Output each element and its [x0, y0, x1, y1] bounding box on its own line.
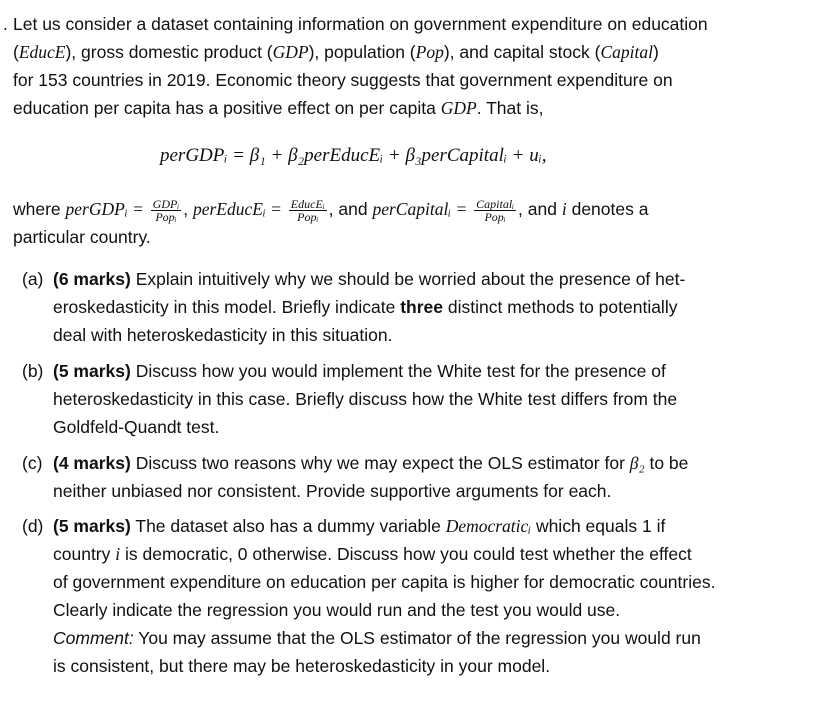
denominator: Popᵢ [484, 209, 506, 224]
text: The dataset also has a dummy variable [130, 516, 446, 536]
numerator: GDPᵢ [152, 196, 180, 211]
question-c-line-1 [53, 449, 688, 477]
text: denotes a [566, 199, 649, 219]
question-b-line-3: Goldfeld-Quandt test. [53, 417, 220, 437]
text: distinct methods to potentially [443, 297, 678, 317]
var-democratic: Democraticᵢ [445, 516, 532, 536]
intro-line-1: Let us consider a dataset containing information on government expenditure on education [13, 14, 708, 34]
question-d-line-3: of government expenditure on education per capita is higher for democratic countries. [53, 572, 716, 592]
var-pop: Pop [415, 42, 444, 62]
fraction-gdp-pop [151, 198, 182, 223]
question-a-line-1 [53, 265, 685, 293]
text: ), population ( [308, 42, 416, 62]
regression-equation: perGDPᵢ = β₁ + β₂perEducEᵢ + β₃perCapitalᵢ + uᵢ, [160, 145, 547, 166]
where-line-2: particular country. [13, 227, 151, 247]
text: , and [328, 199, 373, 219]
fraction-educe-pop [289, 198, 327, 223]
denominator: Popᵢ [297, 209, 319, 224]
question-d-line-4: Clearly indicate the regression you would run and the test you would use. [53, 600, 621, 620]
text: Discuss two reasons why we may expect the OLS estimator for [130, 453, 630, 473]
marks: (4 marks) [53, 453, 131, 473]
text: to be [644, 453, 689, 473]
text: which equals 1 if [531, 516, 666, 536]
text: Discuss how you would implement the White test for the presence of [130, 361, 666, 381]
question-b-line-2: heteroskedasticity in this case. Briefly discuss how the White test differs from the [53, 389, 678, 409]
question-b-line-1 [53, 357, 666, 385]
var-pergdp: perGDPᵢ = [65, 199, 144, 219]
question-c-label: (c) [22, 453, 43, 473]
text: ), and capital stock ( [443, 42, 601, 62]
text: Explain intuitively why we should be worried about the presence of het- [130, 269, 686, 289]
var-gdp: GDP [272, 42, 309, 62]
text: ), gross domestic product ( [65, 42, 273, 62]
var-educe: EducE [18, 42, 66, 62]
intro-line-4 [13, 94, 544, 122]
text: eroskedasticity in this model. Briefly indicate [53, 297, 401, 317]
denominator: Popᵢ [155, 209, 177, 224]
text: is democratic, 0 otherwise. Discuss how you could test whether the effect [120, 544, 692, 564]
intro-line-3: for 153 countries in 2019. Economic theory suggests that government expenditure on [13, 70, 673, 90]
text: , and [518, 199, 562, 219]
text: You may assume that the OLS estimator of the regression you would run [133, 628, 701, 648]
var-beta2: β₂ [629, 453, 645, 473]
intro-line-2 [13, 38, 659, 66]
text: ) [652, 42, 659, 62]
question-d-label: (d) [22, 516, 44, 536]
question-c-line-2: neither unbiased nor consistent. Provide supportive arguments for each. [53, 481, 612, 501]
question-d-line-6: is consistent, but there may be heteroskedasticity in your model. [53, 656, 551, 676]
var-i: i [115, 544, 121, 564]
numerator: Capitalᵢ [476, 196, 515, 211]
question-d-line-5 [53, 624, 701, 652]
var-capital: Capital [600, 42, 653, 62]
text: country [53, 544, 116, 564]
question-d-line-2 [53, 540, 692, 568]
question-a-label: (a) [22, 269, 44, 289]
where-line [13, 193, 648, 225]
comment-label: Comment: [53, 628, 134, 648]
var-pereduce: perEducEᵢ = [192, 199, 282, 219]
text: education per capita has a positive effect on per capita [13, 98, 441, 118]
var-percapital: perCapitalᵢ = [372, 199, 468, 219]
text: , [183, 199, 189, 219]
question-b-label: (b) [22, 361, 44, 381]
intro-bullet: . [3, 14, 8, 34]
var-i: i [561, 199, 567, 219]
numerator: EducEᵢ [290, 196, 325, 211]
text: . That is, [476, 98, 544, 118]
question-d-line-1 [53, 512, 665, 540]
var-gdp: GDP [440, 98, 477, 118]
text: where [13, 199, 66, 219]
question-a-line-2 [53, 293, 677, 321]
text: ( [13, 42, 19, 62]
marks: (5 marks) [53, 516, 131, 536]
fraction-capital-pop [474, 198, 516, 223]
emphasis: three [400, 297, 444, 317]
marks: (6 marks) [53, 269, 131, 289]
question-a-line-3: deal with heteroskedasticity in this situation. [53, 325, 393, 345]
marks: (5 marks) [53, 361, 131, 381]
